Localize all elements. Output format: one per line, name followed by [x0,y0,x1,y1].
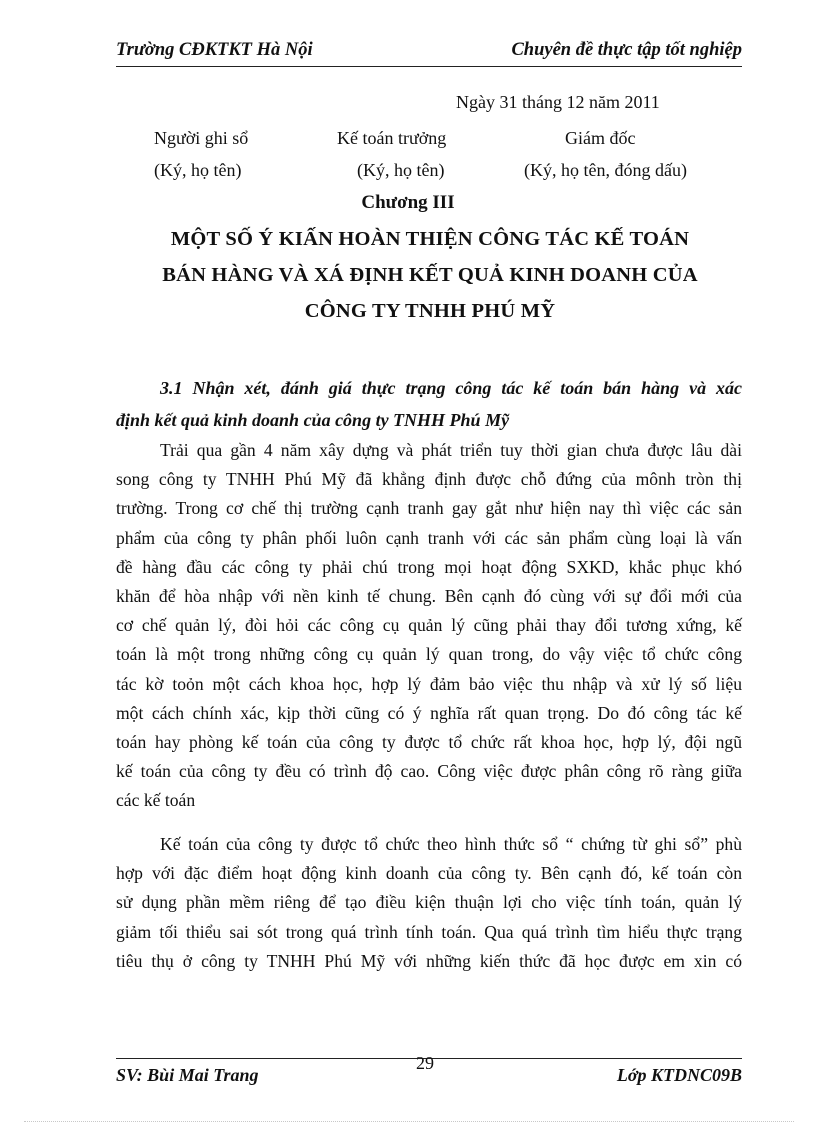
recorder-title: Người ghi sổ [154,128,249,148]
chapter-title-line-2: BÁN HÀNG VÀ XÁ ĐỊNH KẾT QUẢ KINH DOANH CỦA [162,264,698,286]
paragraph-2 [116,830,742,976]
page-header [116,36,742,67]
header-school: Trường CĐKTKT Hà Nội [116,40,313,60]
paragraph-line: toán hay phòng kế toán của công ty được tổ chức rất khoa học, hợp lý, đội ngũ [116,731,742,752]
paragraph-line: tác kờ toỏn một cách khoa học, hợp lý đảm bảo việc thu nhập và xử lý số liệu [116,673,742,694]
header-topic: Chuyên đề thực tập tốt nghiệp [511,40,742,60]
paragraph-line: sử dụng phần mềm riêng để tạo điều kiện thuận lợi cho việc tính toán, quản lý [116,892,742,913]
paragraph-line: một cách chính xác, kịp thời cũng có ý nghĩa rất quan trọng. Do đó công tác kế [116,702,742,723]
chapter-label: Chương III [361,192,455,213]
section-heading-line-2: định kết quả kinh doanh của công ty TNHH Phú Mỹ [116,410,510,430]
footer-class: Lớp KTDNC09B [616,1065,742,1085]
director-title: Giám đốc [565,128,636,148]
page-number: 29 [416,1053,434,1073]
paragraph-line: kế toán của công ty đều có trình độ cao. Công việc được phân công rõ ràng giữa [116,761,742,782]
paragraph-line: Trải qua gần 4 năm xây dựng và phát triển tuy thời gian chưa được lâu dài [160,440,742,460]
director-note: (Ký, họ tên, đóng dấu) [524,160,687,180]
paragraph-line: khăn để hòa nhập với nền kinh tế chung. Bên cạnh đó cùng với sự đổi mới của [116,585,742,606]
paragraph-line: tiêu thụ ở công ty TNHH Phú Mỹ với những kiến thức đã học được em xin có [116,950,742,971]
chief-accountant-title: Kế toán trưởng [337,128,447,148]
paragraph-line: Kế toán của công ty được tổ chức theo hình thức sổ “ chứng từ ghi sổ” phù [160,834,742,854]
paragraph-line: đề hàng đầu các công ty phải chú trong mọi hoạt động SXKD, khắc phục khó [116,556,742,577]
signature-date: Ngày 31 tháng 12 năm 2011 [456,92,660,112]
paragraph-line: song công ty TNHH Phú Mỹ đã khẳng định được chỗ đứng của mônh tròn thị [116,469,742,490]
chapter-title-line-1: MỘT SỐ Ý KIẤN HOÀN THIỆN CÔNG TÁC KẾ TOÁN [170,228,690,250]
paragraph-line: giảm tối thiểu sai sót trong quá trình tính toán. Qua quá trình tìm hiểu thực trạng [116,921,742,942]
chapter-title-line-3: CÔNG TY TNHH PHÚ MỸ [304,300,556,322]
paragraph-line: cơ chế quản lý, đòi hỏi các công cụ quản lý cũng phải thay đổi tương xứng, kế [116,615,742,636]
paragraph-line: phẩm của công ty phân phối luôn cạnh tranh với các sản phẩm cùng loại là vấn [116,527,742,548]
page-bottom-dotted-divider [24,1121,794,1122]
section-heading [116,372,742,436]
paragraph-line: hợp với đặc điểm hoạt động kinh doanh của công ty. Bên cạnh đó, kế toán còn [116,863,742,884]
paragraph-1 [116,436,742,815]
paragraph-line: các kế toán [116,790,196,811]
footer-student: SV: Bùi Mai Trang [116,1065,259,1085]
chief-accountant-note: (Ký, họ tên) [357,160,445,180]
paragraph-line: trường. Trong cơ chế thị trường cạnh tranh gay gắt như hiện nay thì việc các sản [116,498,742,519]
recorder-note: (Ký, họ tên) [154,160,242,180]
page-footer [116,1053,742,1089]
paragraph-line: toán là một trong những công cụ quản lý quan trong, do vậy việc tổ chức công [116,644,742,665]
section-heading-line-1: 3.1 Nhận xét, đánh giá thực trạng công tác kế toán bán hàng và xác [160,378,742,398]
